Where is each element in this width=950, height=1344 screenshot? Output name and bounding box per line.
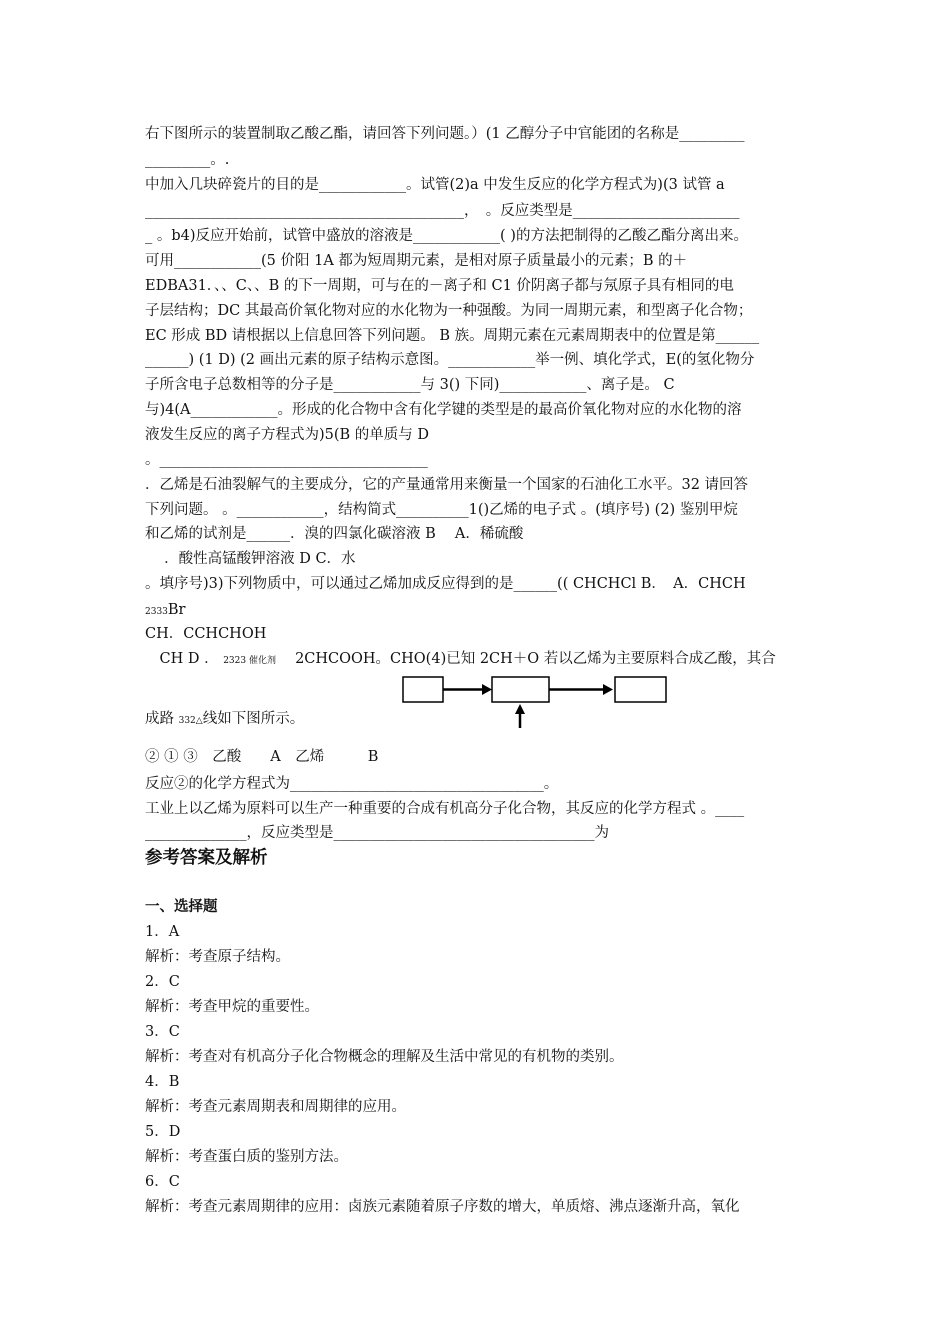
formula-text: Br: [167, 602, 186, 618]
answer-explanation: 解析：考查对有机高分子化合物概念的理解及生活中常见的有机物的类别。: [145, 1049, 624, 1065]
question-line: 工业上以乙烯为原料可以生产一种重要的合成有机高分子化合物，其反应的化学方程式 。____: [145, 801, 745, 817]
subscript-text: 2323 催化剂: [223, 656, 276, 666]
question-line: 子所含电子总数相等的分子是____________与 3() 下同)____________、离子是。 C: [145, 377, 675, 393]
question-line: ____________________________________________， 。反应类型是_______________________: [145, 203, 740, 219]
question-line: 和乙烯的试剂是______．溴的四氯化碳溶液 B A．稀硫酸: [145, 526, 524, 542]
question-line: EC 形成 BD 请根据以上信息回答下列问题。 B 族。周期元素在元素周期表中的位置是第______: [145, 328, 760, 344]
question-line: 。填序号)3)下列物质中，可以通过乙烯加成反应得到的是______(( CHCHCl B． A．CHCH: [145, 576, 746, 592]
question-line: 右下图所示的装置制取乙酸乙酯，请回答下列问题。）(1 乙醇分子中官能团的名称是_________: [145, 126, 745, 142]
answer-number: 3．C: [145, 1024, 180, 1040]
synthesis-route-diagram: [402, 676, 667, 730]
question-line: [145, 600, 186, 622]
subscript-text: 2333: [145, 607, 168, 617]
answer-explanation: 解析：考查元素周期律的应用：卤族元素随着原子序数的增大，单质熔、沸点逐渐升高，氧化: [145, 1199, 740, 1215]
answer-number: 1．A: [145, 924, 180, 940]
section-heading: 一、选择题: [145, 898, 218, 915]
question-line: 子层结构；DC 其最高价氧化物对应的水化物为一种强酸。为同一周期元素，和型离子化合物；: [145, 303, 753, 319]
question-line: 与)4(A____________。形成的化合物中含有化学键的类型是的最高价氧化物对应的水化物的溶: [145, 402, 742, 418]
question-line: [145, 649, 776, 671]
question-line: EDBA31．、、C、、B 的下一周期，可与在的－离子和 C1 价阴离子都与氖原子具有相同的电: [145, 278, 734, 294]
route-box-1: [403, 677, 443, 702]
question-line: 。_____________________________________: [145, 452, 428, 468]
question-line: _ 。b4)反应开始前，试管中盛放的溶液是____________( )的方法把制得的乙酸乙酯分离出来。: [145, 228, 748, 244]
answer-explanation: 解析：考查元素周期表和周期律的应用。: [145, 1099, 406, 1115]
answer-explanation: 解析：考查蛋白质的鉴别方法。: [145, 1149, 348, 1165]
question-line: ② ① ③ 乙酸 A 乙烯 B: [145, 749, 379, 765]
question-line: ______________，反应类型是____________________________________为: [145, 825, 609, 841]
question-line: 液发生反应的离子方程式为)5(B 的单质与 D: [145, 427, 430, 443]
route-box-2: [492, 677, 549, 702]
question-line: _________。.: [145, 152, 230, 168]
answer-explanation: 解析：考查甲烷的重要性。: [145, 999, 319, 1015]
route-text: 成路: [145, 711, 174, 727]
question-line: ．酸性高锰酸钾溶液 D C．水: [145, 551, 356, 567]
answer-number: 2．C: [145, 974, 180, 990]
question-line: 下列问题。 。____________，结构简式__________1()乙烯的电子式 。(填序号) (2) 鉴别甲烷: [145, 502, 738, 518]
answer-number: 6．C: [145, 1174, 180, 1190]
question-line: [145, 709, 304, 731]
route-arrowhead-up: [515, 704, 525, 714]
answer-number: 4．B: [145, 1074, 180, 1090]
route-text: 线如下图所示。: [202, 711, 305, 727]
formula-text: CH D ．: [145, 651, 219, 667]
question-line: ．乙烯是石油裂解气的主要成分，它的产量通常用来衡量一个国家的石油化工水平。32 请回答: [145, 477, 749, 493]
answer-explanation: 解析：考查原子结构。: [145, 949, 290, 965]
answers-heading: 参考答案及解析: [145, 848, 268, 868]
question-line: 可用____________(5 价阳 1A 都为短周期元素，是相对原子质量最小的元素；B 的＋: [145, 253, 688, 269]
answer-number: 5．D: [145, 1124, 181, 1140]
question-line: 中加入几块碎瓷片的目的是____________。试管(2)a 中发生反应的化学方程式为)(3 试管 a: [145, 177, 725, 193]
route-box-3: [615, 677, 666, 702]
question-line: ______) (1 D) (2 画出元素的原子结构示意图。____________举一例、填化学式，E(的氢化物分: [145, 352, 755, 368]
route-arrowhead-2: [603, 684, 613, 695]
question-line: CH．CCHCHOH: [145, 626, 267, 642]
route-arrowhead-1: [482, 684, 492, 695]
formula-text: 2CHCOOH。CHO(4)已知 2CH＋O 若以乙烯为主要原料合成乙酸，其合: [275, 651, 776, 667]
subscript-text: 332△: [178, 716, 203, 726]
question-line: 反应②的化学方程式为___________________________________。: [145, 776, 559, 792]
